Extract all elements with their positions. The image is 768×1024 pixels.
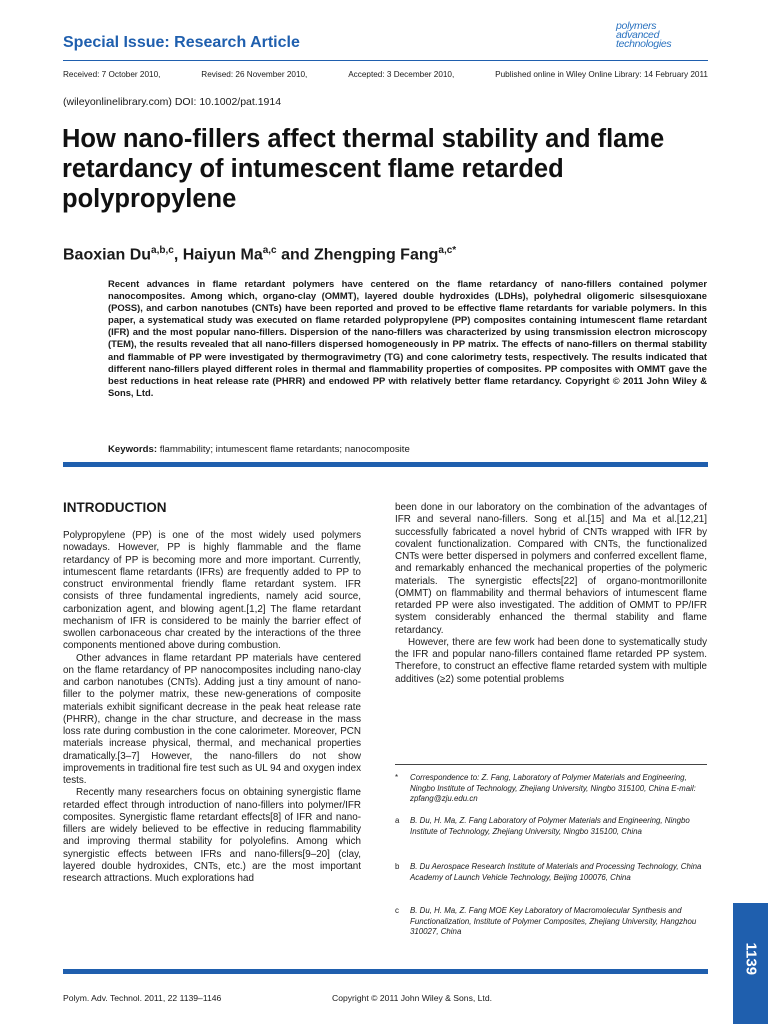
doi-line[interactable]: (wileyonlinelibrary.com) DOI: 10.1002/pat.1914 [63,96,282,108]
footer-copyright: Copyright © 2011 John Wiley & Sons, Ltd. [332,993,492,1003]
author-name: Baoxian Du [63,246,152,264]
paragraph: Polypropylene (PP) is one of the most widely used polymers nowadays. However, PP is highly flammable and the flame retardancy of PP is becoming more and more important. Currently, intumescent flame retardants (IFRs) are frequently added to PP to construct environmental friendly flame retardant system. IFR consists of three fundamental ingredients, namely acid source, carbonization agent, and blowing agent.[1,2] The flame retardant mechanism of IFR is considered to be mainly the barrier effect of swollen carbonaceous char created by the interactions of the three components mentioned above during combustion. [63,530,361,652]
logo-line: advanced [616,29,660,41]
footnote-text: Correspondence to: Z. Fang, Laboratory of Polymer Materials and Engineering, Ningbo Institute of Technology, Zhejiang University, Ningbo 315100, China E-mail: zpfang@zju.edu.cn [410,773,696,803]
author-list [63,245,456,264]
keywords-label: Keywords: [108,444,158,455]
paragraph: Other advances in flame retardant PP materials have centered on the flame retardancy of PP nanocomposites including nano-clay and carbon nanotubes (CNTs). Adding just a tiny amount of nano-filler to the polymer matrix, these new-generations of composite materials exhibit significant decrease in the peak heat release rate (PHRR), change in the char structure, and decrease in the mass loss rate during combustion in the cone calorimeter. Moreover, PCN materials increase physical, thermal, and mechanical properties dramatically.[3–7] However, the nano-fillers do not show improvements in traditional fire test such as UL 94 and oxygen index tests. [63,652,361,786]
keywords-text: flammability; intumescent flame retardants; nanocomposite [157,444,410,455]
keywords [108,444,410,455]
top-rule [63,60,708,61]
footnote-text: B. Du, H. Ma, Z. Fang Laboratory of Polymer Materials and Engineering, Ningbo Institute of Technology, Zhejiang University, Ningbo 315100, China [410,816,690,836]
section-label: Special Issue: Research Article [63,34,300,51]
received-date: Received: 7 October 2010, [63,70,161,79]
published-date: Published online in Wiley Online Library: 14 February 2011 [495,70,708,79]
right-column [395,502,707,686]
revised-date: Revised: 26 November 2010, [201,70,308,79]
paragraph: However, there are few work had been done to systematically study the IFR and popular nano-fillers contained flame retarded PP system. Therefore, to construct an effective flame retarded system with multiple additives (≥2) some potential problems [395,636,707,685]
footnote-mark: b [395,862,400,871]
section-rule [63,462,708,467]
abstract: Recent advances in flame retardant polymers have centered on the flame retardancy of nano-fillers contained polymer nanocomposites. Among which, organo-clay (OMMT), layered double hydroxides (LDHs), polyhedral oligomeric silsesquioxane (POSS), and carbon nanotubes (CNTs) have been reported and proved to be effective flame retardants for variable polymers. In this paper, a systematical study was executed on flame retarded polypropylene (PP) composites containing intumescent flame retardant (IFR) and the most popular nano-fillers. Dispersion of the nano-fillers was characterized by using transmission electron microscopy (TEM), the results revealed that all nano-fillers dispersed homogeneously in PP matrix. The effects of nano-fillers on thermal stability and flammable of PP were investigated by thermogravimetry (TG) and cone calorimetry tests, respectively. The results indicated that different nano-fillers played different roles in thermal and flammability properties of composites. PP composites with OMMT gave the best reductions in heat release rate (PHRR) and endowed PP with relatively better flame retardancy. Copyright © 2011 John Wiley & Sons, Ltd. [108,278,707,398]
journal-citation: Polym. Adv. Technol. 2011, 22 1139–1146 [63,993,222,1003]
author-affiliation: a,c [262,245,277,256]
article-dates [63,70,708,79]
paragraph: been done in our laboratory on the combination of the advantages of IFR and several nano-fillers. Song et al.[15] and Ma et al.[12,21] successfully fabricated a novel hybrid of CNTs wrapped with IFR by covalent functionalization. Compared with CNTs, the functionalized CNTs were better dispersed in polymers and conferred excellent flame, and remarkably enhanced the mechanical properties of the polymeric materials. The synergistic effects[22] of organo-montmorillonite (OMMT) on flammability and thermal behaviors of intumescent flame retarded PP were also investigated. The addition of OMMT to PP/IFR system considerably enhanced the thermal stability and flame retardancy. [395,502,707,636]
author-separator: , [173,246,183,264]
author-name: Haiyun Ma [182,246,263,264]
introduction-heading: INTRODUCTION [63,500,167,515]
page-number: 1139 [742,942,760,976]
footnote-text: B. Du, H. Ma, Z. Fang MOE Key Laboratory of Macromolecular Synthesis and Functionalization, Institute of Polymer Composites, Zhejiang University, Hangzhou 310027, China [410,906,697,936]
author-affiliation: a,c* [438,245,457,256]
left-column [63,530,361,885]
journal-logo [616,22,708,49]
footnote-mark: * [395,773,399,782]
logo-line: polymers [616,20,657,32]
footnote-text: B. Du Aerospace Research Institute of Materials and Processing Technology, China Academy of Launch Vehicle Technology, Beijing 100076, China [410,862,702,882]
accepted-date: Accepted: 3 December 2010, [348,70,455,79]
footnote-mark: c [395,906,399,915]
paragraph: Recently many researchers focus on obtaining synergistic flame retarded effect through introduction of nano-fillers into polymer/IFR composites. Synergistic flame retardant effects[8] of IFR and nano-fillers are widely believed to be effective in reducing flammability and improving thermal stability for polyolefins. Among which synergistic effects between IFRs and nano-fillers[9–20] (clay, layered double hydroxides, CNTs, etc.) are the most important research attractions. Much explorations had [63,787,361,884]
bottom-rule [63,969,708,974]
author-affiliation: a,b,c [151,245,174,256]
author-name: Zhengping Fang [313,246,439,264]
footnote-mark: a [395,816,400,825]
article-title: How nano-fillers affect thermal stability and flame retardancy of intumescent flame retarded polypropylene [62,125,665,213]
author-separator: and [276,246,314,264]
logo-line: technologies [616,38,672,50]
footnote-rule [395,764,707,765]
